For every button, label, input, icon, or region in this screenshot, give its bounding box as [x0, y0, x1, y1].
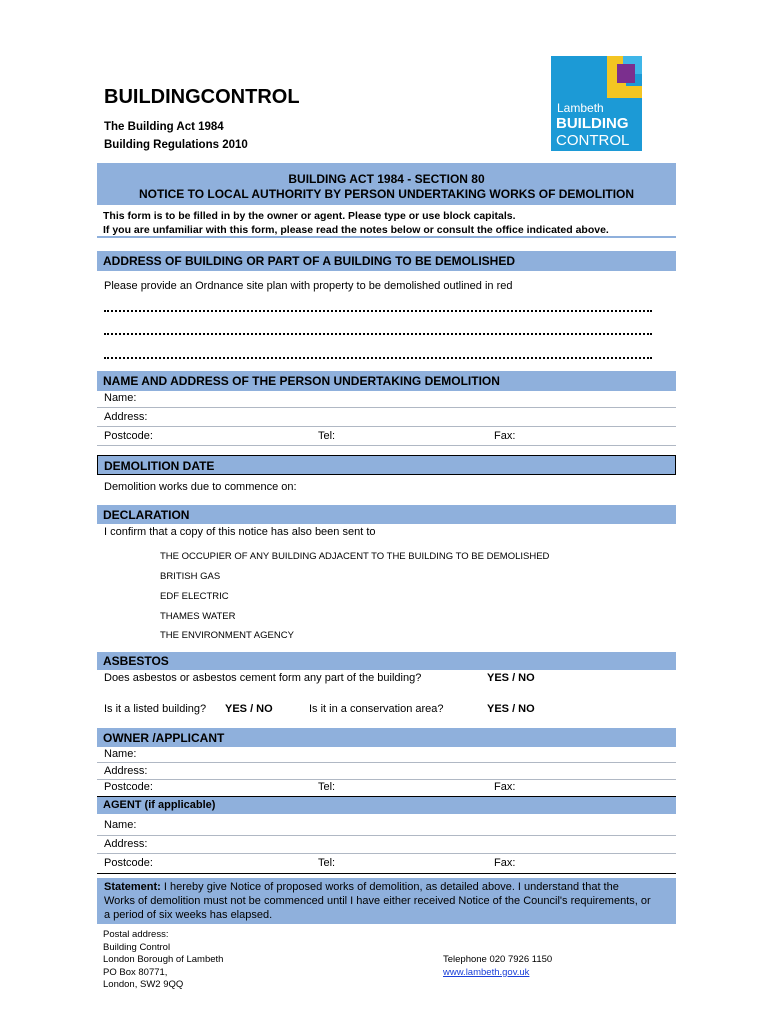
website-link[interactable]: www.lambeth.gov.uk	[443, 966, 530, 978]
page-title: BUILDINGCONTROL	[104, 86, 300, 108]
person-name-label: Name:	[104, 392, 137, 404]
conservation-area-answer[interactable]: YES / NO	[487, 703, 535, 715]
statement-line-3: a period of six weeks has elapsed.	[104, 909, 273, 921]
agent-header	[97, 797, 676, 814]
logo-yellow-corner	[607, 86, 642, 98]
owner-title: OWNER /APPLICANT	[103, 731, 225, 745]
owner-name-label: Name:	[104, 748, 137, 760]
postal-address-block	[103, 929, 223, 992]
address-section-title: ADDRESS OF BUILDING OR PART OF A BUILDING TO BE DEMOLISHED	[103, 254, 516, 268]
asbestos-answer[interactable]: YES / NO	[487, 672, 535, 684]
logo-purple-square	[617, 64, 635, 83]
declaration-item-electric: EDF ELECTRIC	[160, 591, 229, 602]
address-line-1[interactable]	[104, 310, 652, 316]
statement-text-1: I hereby give Notice of proposed works of demolition, as detailed above. I understand that the	[160, 881, 619, 893]
address-instruction: Please provide an Ordnance site plan with property to be demolished outlined in red	[104, 280, 513, 292]
postal-line-2: London Borough of Lambeth	[103, 954, 224, 966]
owner-postcode-label: Postcode:	[104, 781, 153, 793]
agent-name-label: Name:	[104, 819, 137, 831]
agent-fax-label: Fax:	[494, 857, 516, 869]
agent-address-line	[97, 853, 676, 854]
postal-line-3: PO Box 80771,	[103, 966, 168, 978]
postal-line-4: London, SW2 9QQ	[103, 979, 184, 991]
date-section-header	[97, 455, 676, 475]
person-postcode-line	[97, 445, 676, 446]
asbestos-title: ASBESTOS	[103, 654, 169, 668]
agent-name-line	[97, 835, 676, 836]
person-section-header	[97, 371, 676, 391]
notice-body	[97, 205, 676, 236]
declaration-header	[97, 505, 676, 524]
agent-title: AGENT (if applicable)	[103, 799, 216, 811]
person-section-title: NAME AND ADDRESS OF THE PERSON UNDERTAKING DEMOLITION	[103, 374, 500, 388]
declaration-item-environment: THE ENVIRONMENT AGENCY	[160, 630, 294, 641]
listed-building-question: Is it a listed building?	[104, 703, 207, 715]
notice-title-2: NOTICE TO LOCAL AUTHORITY BY PERSON UNDERTAKING WORKS OF DEMOLITION	[138, 187, 635, 201]
notice-line-2: If you are unfamiliar with this form, please read the notes below or consult the office indicated above.	[103, 224, 609, 236]
notice-line-1: This form is to be filled in by the owner or agent. Please type or use block capitals.	[103, 210, 516, 222]
person-address-line	[97, 426, 676, 427]
logo-text-building: BUILDING	[556, 115, 629, 132]
regulations-reference: Building Regulations 2010	[104, 139, 248, 151]
address-line-2[interactable]	[104, 333, 652, 339]
address-section-header	[97, 251, 676, 271]
declaration-item-occupier: THE OCCUPIER OF ANY BUILDING ADJACENT TO THE BUILDING TO BE DEMOLISHED	[160, 551, 550, 562]
person-postcode-label: Postcode:	[104, 430, 153, 442]
asbestos-header	[97, 652, 676, 670]
lambeth-logo	[551, 56, 642, 151]
contact-block	[443, 954, 552, 979]
owner-tel-label: Tel:	[318, 781, 336, 793]
conservation-area-question: Is it in a conservation area?	[309, 703, 444, 715]
person-address-label: Address:	[104, 411, 148, 423]
asbestos-question: Does asbestos or asbestos cement form any part of the building?	[104, 672, 422, 684]
owner-fax-label: Fax:	[494, 781, 516, 793]
logo-text-lambeth: Lambeth	[557, 101, 604, 115]
agent-address-label: Address:	[104, 838, 148, 850]
person-fax-label: Fax:	[494, 430, 516, 442]
agent-postcode-label: Postcode:	[104, 857, 153, 869]
agent-tel-label: Tel:	[318, 857, 336, 869]
person-name-line	[97, 407, 676, 408]
address-line-3[interactable]	[104, 357, 652, 363]
statement-line-1	[104, 881, 619, 893]
declaration-text: I confirm that a copy of this notice has also been sent to	[104, 526, 376, 538]
statement-line-2: Works of demolition must not be commenced until I have either received Notice of the Council's requirements, or	[104, 895, 651, 907]
declaration-item-water: THAMES WATER	[160, 611, 236, 622]
owner-header	[97, 728, 676, 747]
postal-line-1: Building Control	[103, 941, 171, 953]
owner-name-line	[97, 762, 676, 763]
postal-label: Postal address:	[103, 929, 169, 940]
owner-address-line	[97, 779, 676, 780]
person-tel-label: Tel:	[318, 430, 336, 442]
act-reference: The Building Act 1984	[104, 121, 224, 133]
logo-text-control: CONTROL	[556, 132, 630, 149]
telephone: Telephone 020 7926 1150	[443, 954, 553, 965]
declaration-item-gas: BRITISH GAS	[160, 571, 221, 582]
notice-title-1: BUILDING ACT 1984 - SECTION 80	[288, 172, 485, 186]
listed-building-answer[interactable]: YES / NO	[225, 703, 273, 715]
statement-label: Statement:	[104, 881, 161, 893]
statement-box	[97, 878, 676, 924]
owner-address-label: Address:	[104, 765, 148, 777]
date-text: Demolition works due to commence on:	[104, 481, 297, 493]
date-section-title: DEMOLITION DATE	[104, 459, 215, 473]
declaration-title: DECLARATION	[103, 508, 190, 522]
agent-postcode-line	[97, 873, 676, 874]
